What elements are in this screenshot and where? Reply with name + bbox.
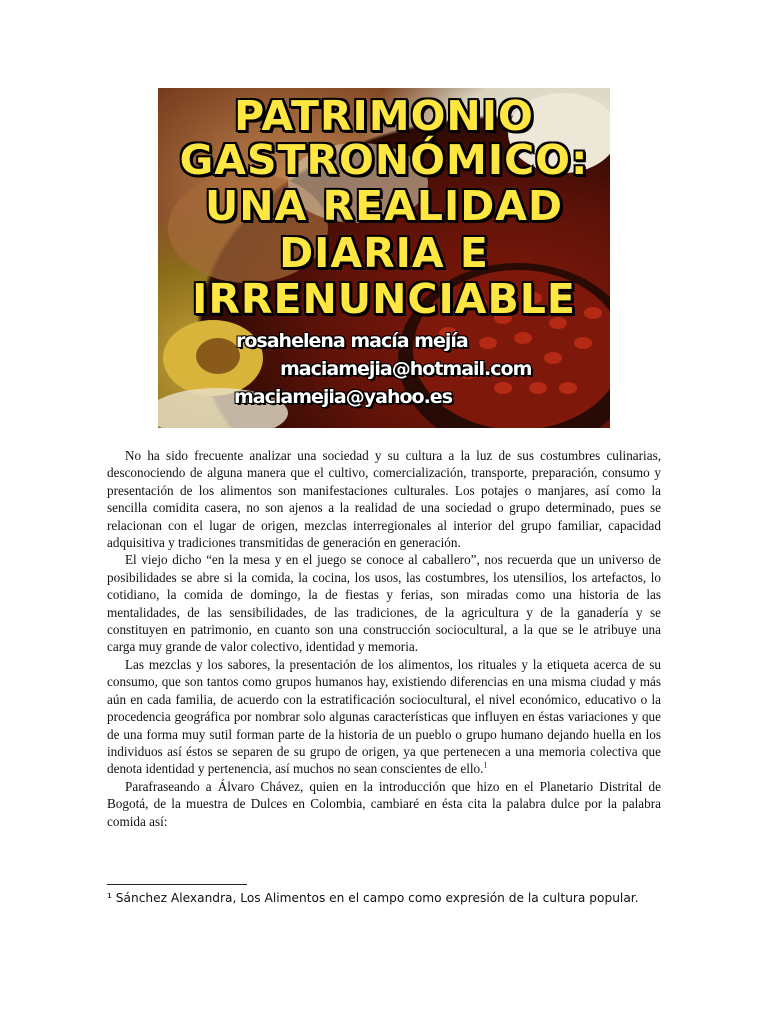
cover-title-line-1: PATRIMONIO: [234, 92, 534, 140]
cover-email-hotmail: maciamejia@hotmail.com: [280, 358, 532, 380]
paragraph-3: [107, 656, 661, 778]
cover-email-yahoo: maciamejia@yahoo.es: [234, 386, 452, 408]
footnote-marker: ¹: [107, 891, 112, 905]
footnote-separator: [107, 884, 247, 885]
cover-title-line-5: IRRENUNCIABLE: [192, 275, 576, 323]
paragraph-2: El viejo dicho “en la mesa y en el juego se conoce al caballero”, nos recuerda que un universo de posibilidades se abre si la comida, la cocina, los usos, las costumbres, los utensilios, los artefactos, lo cotidiano, la comida de domingo, la de fiestas y ferias, son miradas como una historia de las mentalidades, de las sensibilidades, de las tradiciones, de la agricultura y de la ganadería y se constituyen en patrimonio, en cuanto son una construcción sociocultural, a la que se le atribuye una carga muy grande de valor colectivo, identidad y memoria.: [107, 552, 661, 655]
footnote: [107, 890, 667, 906]
footnote-reference[interactable]: 1: [483, 760, 488, 770]
cover-title-line-3: UNA REALIDAD: [204, 182, 564, 230]
paragraph-3-text: Las mezclas y los sabores, la presentación de los alimentos, los rituales y la etiqueta acerca de su consumo, que son tantos como grupos humanos hay, existiendo diferencias en una misma ciudad y más aún en cada familia, de acuerdo con la estratificación sociocultural, el nivel económico, educativo o la procedencia geográfica por nombrar solo algunas características que influyen en éstas variaciones y que de una forma muy sutil forman parte de la historia de un pueblo o grupo humano dejando huella en los individuos así éstos se separen de su grupo de origen, ya que pertenecen a una memoria colectiva que denota identidad y pertenencia, así muchos no sean conscientes de ello.: [107, 656, 661, 777]
cover-title-line-4: DIARIA E: [279, 229, 489, 277]
paragraph-1: No ha sido frecuente analizar una sociedad y su cultura a la luz de sus costumbres culinarias, desconociendo de alguna manera que el cultivo, comercialización, transporte, preparación, consumo y presentación de los alimentos son manifestaciones culturales. Los potajes o manjares, así como la sencilla comidita casera, no son ajenos a la realidad de una sociedad o grupo determinado, pues se relacionan con el lugar de origen, mezclas interregionales al interior del grupo familiar, capacidad adquisitiva y tradiciones transmitidas de generación en generación.: [107, 448, 661, 551]
cover-author: rosahelena macía mejía: [236, 330, 468, 352]
cover-image: [158, 88, 610, 428]
body-text: [107, 447, 661, 830]
paragraph-4: Parafraseando a Álvaro Chávez, quien en la introducción que hizo en el Planetario Distrital de Bogotá, de la muestra de Dulces en Colombia, cambiaré en ésta cita la palabra dulce por la palabra comida así:: [107, 778, 661, 829]
cover-title-line-2: GASTRONÓMICO:: [179, 136, 589, 184]
footnote-text: Sánchez Alexandra, Los Alimentos en el campo como expresión de la cultura popular.: [115, 891, 639, 905]
